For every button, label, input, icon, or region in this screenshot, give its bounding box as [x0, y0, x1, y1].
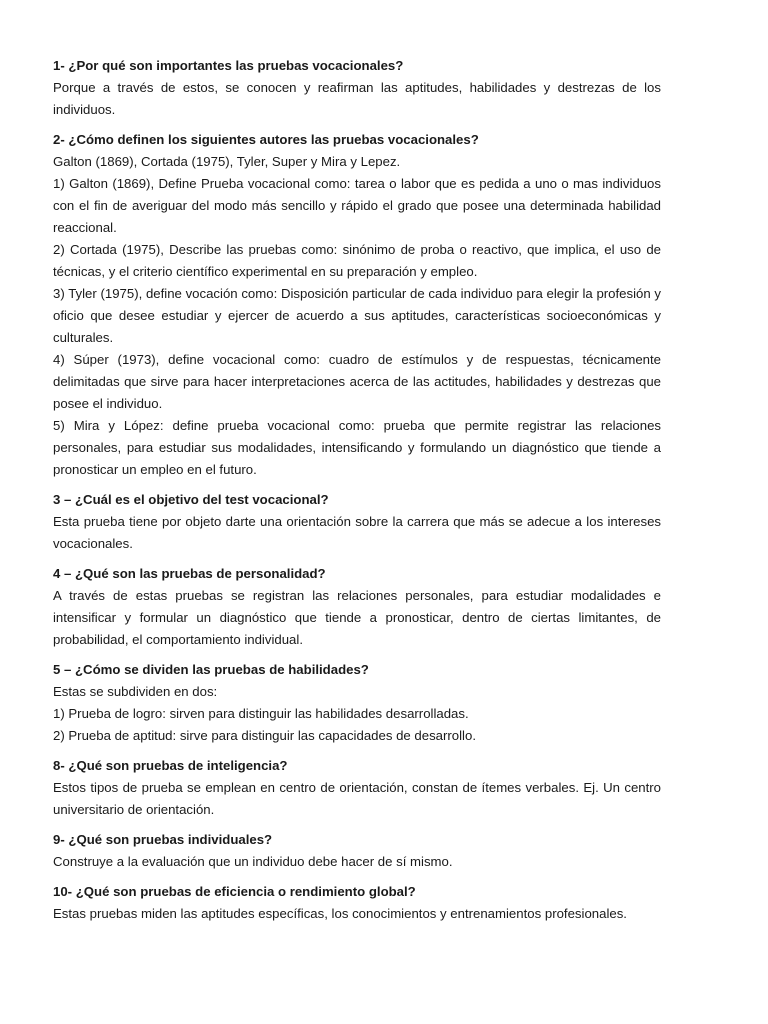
- question-heading: 10- ¿Qué son pruebas de eficiencia o rendimiento global?: [53, 884, 416, 899]
- question-heading: 9- ¿Qué son pruebas individuales?: [53, 832, 273, 847]
- answer-text: [53, 777, 661, 821]
- qa-section-2: [53, 129, 661, 481]
- question-heading: 1- ¿Por qué son importantes las pruebas vocacionales?: [53, 58, 404, 73]
- qa-section-4: [53, 563, 661, 651]
- question-heading: 2- ¿Cómo definen los siguientes autores las pruebas vocacionales?: [53, 132, 479, 147]
- answer-line: 5) Mira y López: define prueba vocacional como: prueba que permite registrar las relaciones personales, para estudiar sus modalidades, intensificando y formulando un diagnóstico que tiende a pronosticar un empleo en el futuro.: [53, 418, 661, 477]
- question-heading: 3 – ¿Cuál es el objetivo del test vocacional?: [53, 492, 329, 507]
- answer-line: 4) Súper (1973), define vocacional como: cuadro de estímulos y de respuestas, técnicamente delimitadas que sirve para hacer interpretaciones acerca de las actitudes, habilidades y destrezas que posee el individuo.: [53, 352, 661, 411]
- qa-section-1: [53, 55, 661, 121]
- answer-line: 1) Prueba de logro: sirven para distinguir las habilidades desarrolladas.: [53, 706, 469, 721]
- answer-line: 1) Galton (1869), Define Prueba vocacional como: tarea o labor que es pedida a uno o mas individuos con el fin de averiguar del modo más sencillo y rápido el grado que posee una determinada habilidad reaccional.: [53, 176, 661, 235]
- answer-line: Construye a la evaluación que un individuo debe hacer de sí mismo.: [53, 854, 453, 869]
- qa-section-5: [53, 659, 661, 747]
- answer-line: Galton (1869), Cortada (1975), Tyler, Super y Mira y Lepez.: [53, 154, 401, 169]
- answer-text: [53, 585, 661, 651]
- question-heading: 5 – ¿Cómo se dividen las pruebas de habilidades?: [53, 662, 369, 677]
- answer-line: 2) Prueba de aptitud: sirve para distinguir las capacidades de desarrollo.: [53, 728, 476, 743]
- question-heading: 4 – ¿Qué son las pruebas de personalidad?: [53, 566, 326, 581]
- answer-text: [53, 77, 661, 121]
- answer-line: Estas se subdividen en dos:: [53, 684, 218, 699]
- answer-text: [53, 851, 661, 873]
- qa-section-3: [53, 489, 661, 555]
- qa-section-9: [53, 829, 661, 873]
- answer-text: [53, 681, 661, 747]
- qa-section-8: [53, 755, 661, 821]
- answer-line: 2) Cortada (1975), Describe las pruebas como: sinónimo de proba o reactivo, que implica, el uso de técnicas, y el criterio científico experimental en su preparación y empleo.: [53, 242, 661, 279]
- answer-line: Esta prueba tiene por objeto darte una orientación sobre la carrera que más se adecue a los intereses vocacionales.: [53, 514, 661, 551]
- answer-text: [53, 903, 661, 925]
- answer-line: A través de estas pruebas se registran las relaciones personales, para estudiar modalidades e intensificar y formular un diagnóstico que tiende a pronosticar, dentro de ciertas limitantes, de probabilidad, el comportamiento individual.: [53, 588, 661, 647]
- answer-line: Porque a través de estos, se conocen y reafirman las aptitudes, habilidades y destrezas de los individuos.: [53, 80, 661, 117]
- qa-section-10: [53, 881, 661, 925]
- answer-text: [53, 151, 661, 481]
- answer-line: 3) Tyler (1975), define vocación como: Disposición particular de cada individuo para elegir la profesión y oficio que desee estudiar y ejercer de acuerdo a sus aptitudes, características socioeconómicas y culturales.: [53, 286, 661, 345]
- question-heading: 8- ¿Qué son pruebas de inteligencia?: [53, 758, 288, 773]
- answer-line: Estas pruebas miden las aptitudes específicas, los conocimientos y entrenamientos profesionales.: [53, 906, 627, 921]
- answer-line: Estos tipos de prueba se emplean en centro de orientación, constan de ítemes verbales. Ej. Un centro universitario de orientación.: [53, 780, 661, 817]
- answer-text: [53, 511, 661, 555]
